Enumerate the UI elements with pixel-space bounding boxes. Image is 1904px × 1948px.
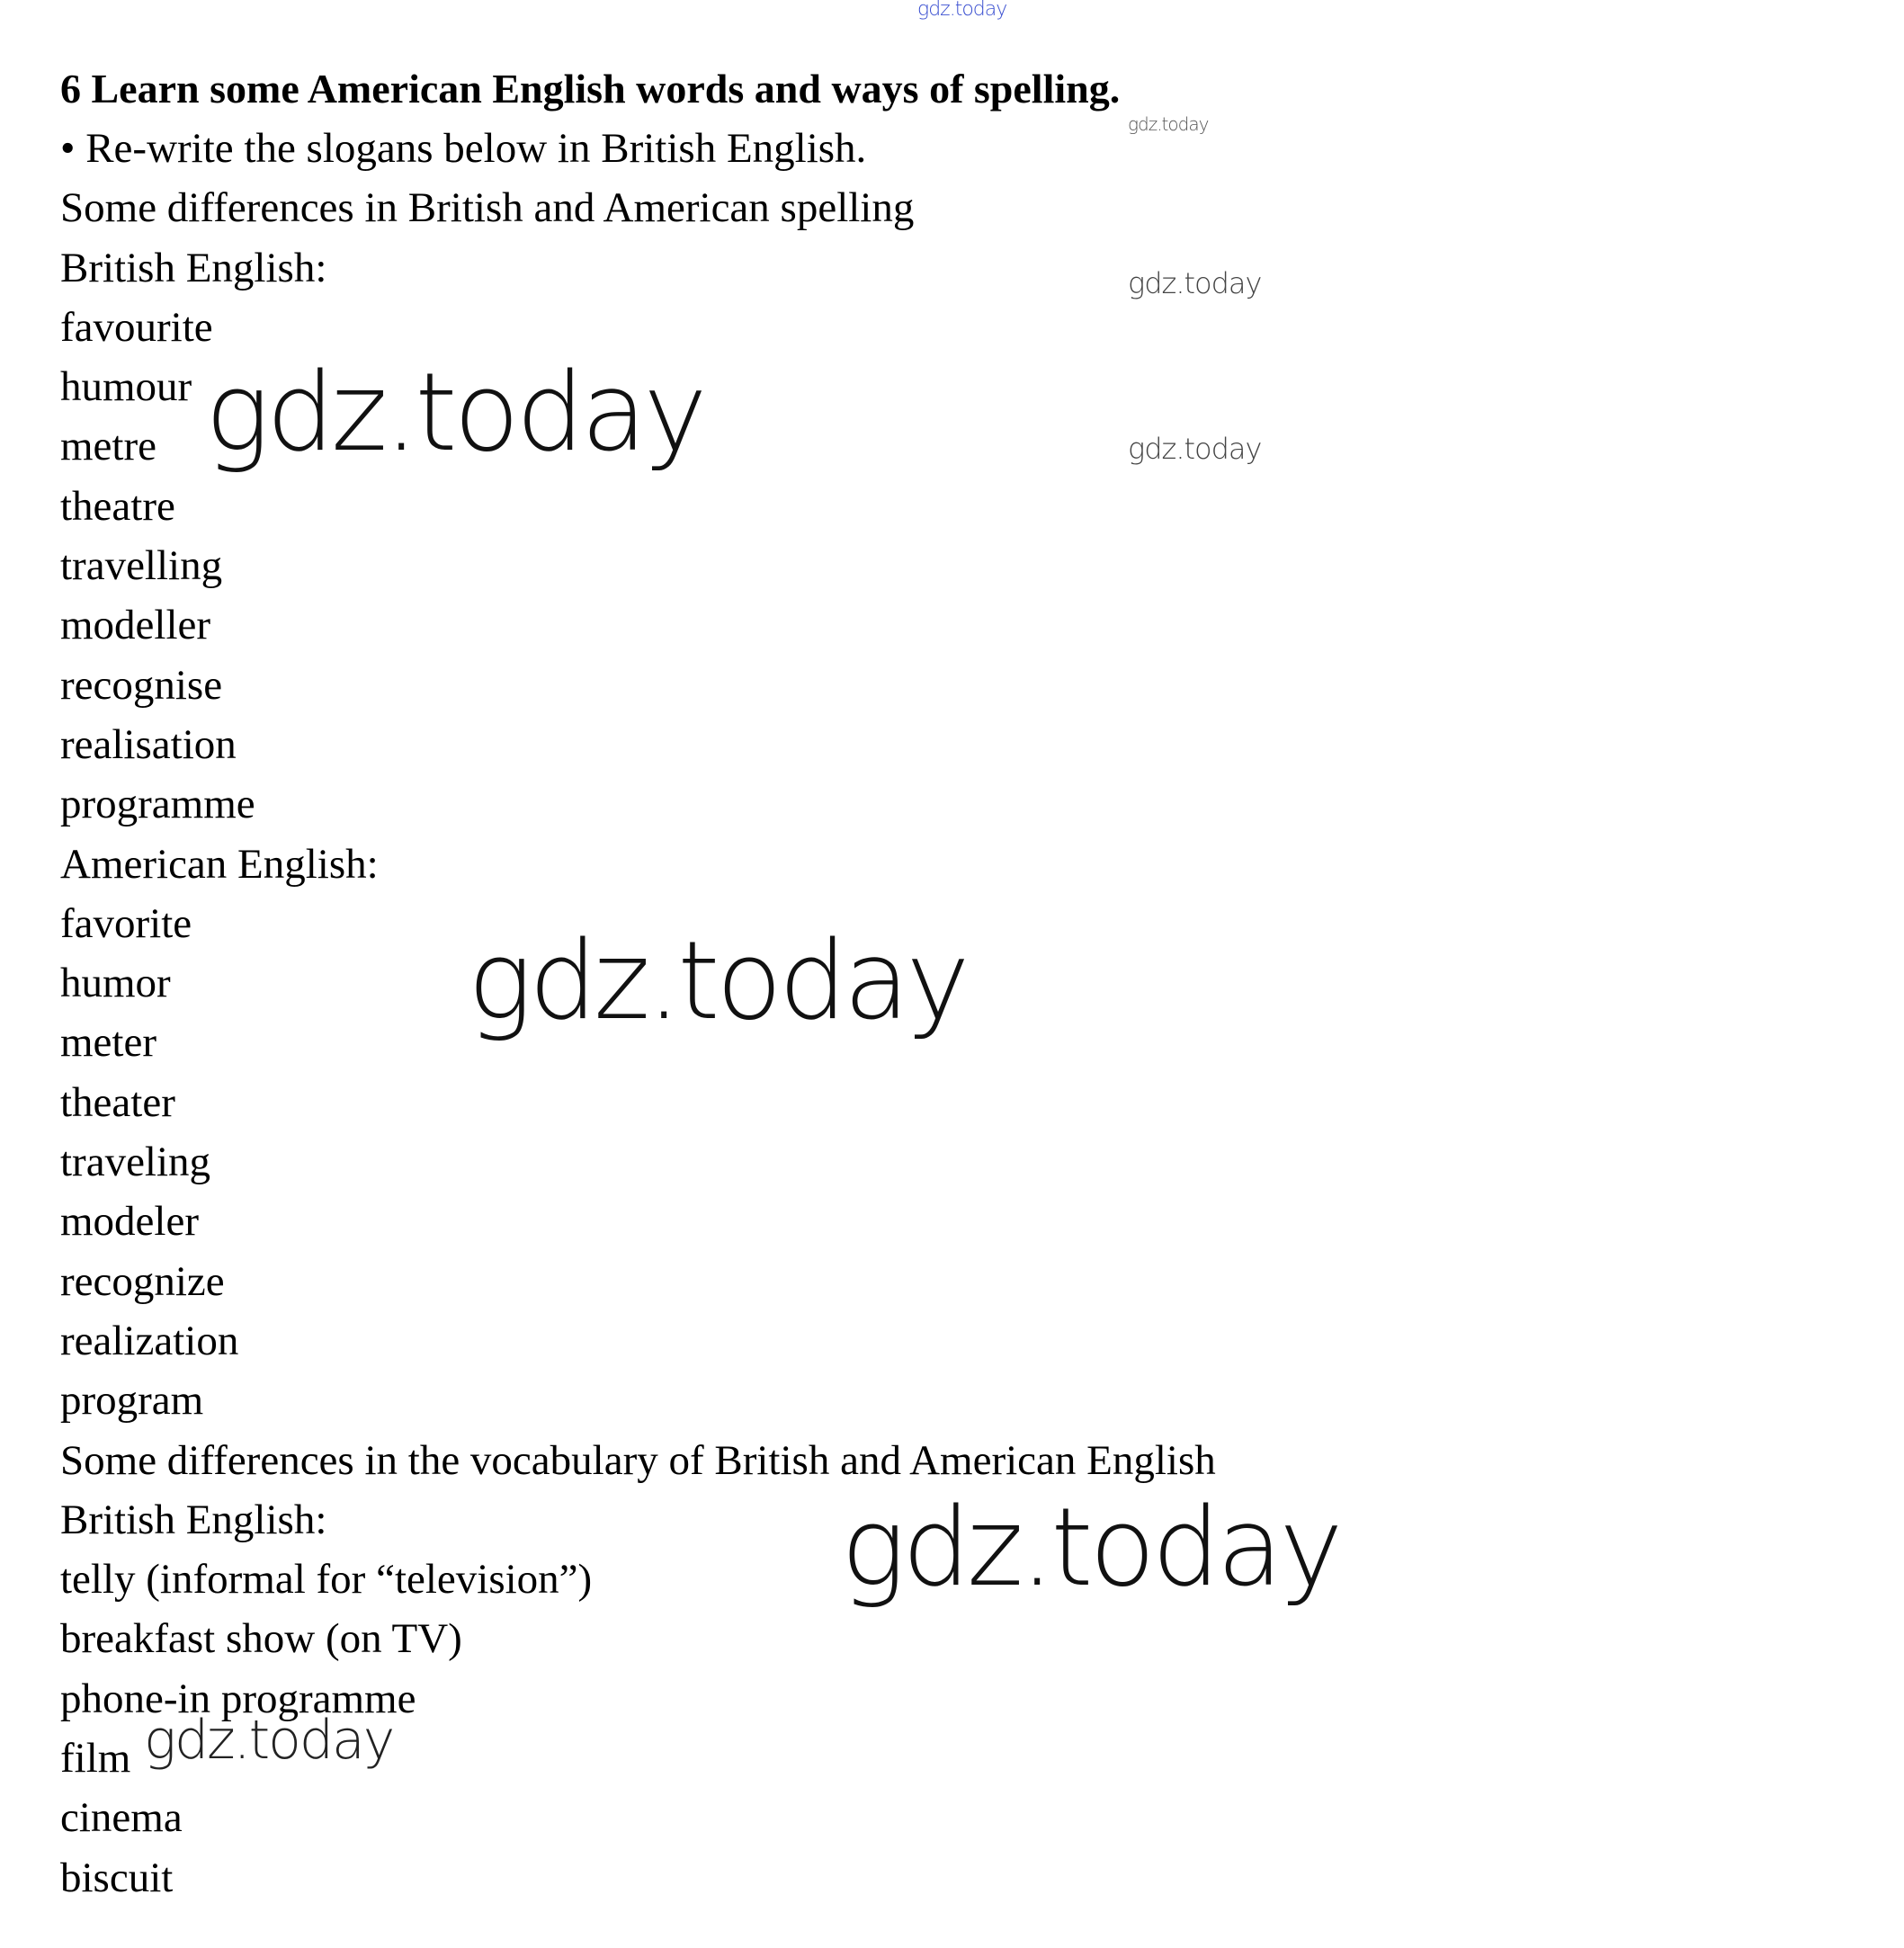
british-spelling-label: British English: xyxy=(60,244,327,291)
american-spelling-word: program xyxy=(60,1377,204,1425)
watermark-large-2: gdz.today xyxy=(468,919,967,1044)
watermark-large-1: gdz.today xyxy=(205,351,704,476)
british-spelling-word: recognise xyxy=(60,661,223,709)
british-spelling-word: theatre xyxy=(60,482,175,530)
american-spelling-word: favorite xyxy=(60,899,192,947)
british-vocabulary-item: phone-in programme xyxy=(60,1675,416,1722)
british-vocabulary-item: breakfast show (on TV) xyxy=(60,1615,462,1663)
british-spelling-word: travelling xyxy=(60,542,223,590)
british-spelling-word: favourite xyxy=(60,303,213,351)
british-spelling-word: humour xyxy=(60,363,192,411)
watermark-medium: gdz.today xyxy=(144,1709,394,1772)
british-vocabulary-item: cinema xyxy=(60,1794,183,1842)
watermark-tiny: gdz.today xyxy=(1128,113,1209,135)
exercise-title: 6 Learn some American English words and ways of spelling. xyxy=(60,66,1121,112)
american-spelling-word: theater xyxy=(60,1078,175,1126)
british-vocabulary-item: film xyxy=(60,1735,131,1783)
british-vocabulary-item: telly (informal for “television”) xyxy=(60,1556,593,1604)
british-spelling-word: programme xyxy=(60,781,255,828)
british-spelling-word: modeller xyxy=(60,602,211,649)
exercise-document xyxy=(60,59,1589,1908)
american-spelling-word: recognize xyxy=(60,1257,225,1305)
american-spelling-word: humor xyxy=(60,960,171,1007)
american-spelling-label: American English: xyxy=(60,840,379,888)
watermark-large-3: gdz.today xyxy=(841,1486,1340,1611)
british-spelling-word: realisation xyxy=(60,720,237,768)
british-spelling-word: metre xyxy=(60,423,156,470)
vocabulary-heading: Some differences in the vocabulary of British and American English xyxy=(60,1436,1216,1484)
british-vocabulary-label: British English: xyxy=(60,1496,327,1543)
american-spelling-word: modeler xyxy=(60,1198,199,1246)
watermark-top: gdz.today xyxy=(917,0,1007,21)
american-spelling-word: meter xyxy=(60,1019,156,1067)
british-vocabulary-item: biscuit xyxy=(60,1854,174,1901)
american-spelling-word: traveling xyxy=(60,1139,211,1186)
watermark-small-1: gdz.today xyxy=(1128,266,1262,300)
american-spelling-word: realization xyxy=(60,1317,239,1364)
exercise-instruction: • Re-write the slogans below in British English. xyxy=(60,125,867,172)
watermark-small-2: gdz.today xyxy=(1128,432,1262,466)
spelling-heading: Some differences in British and American spelling xyxy=(60,184,915,232)
